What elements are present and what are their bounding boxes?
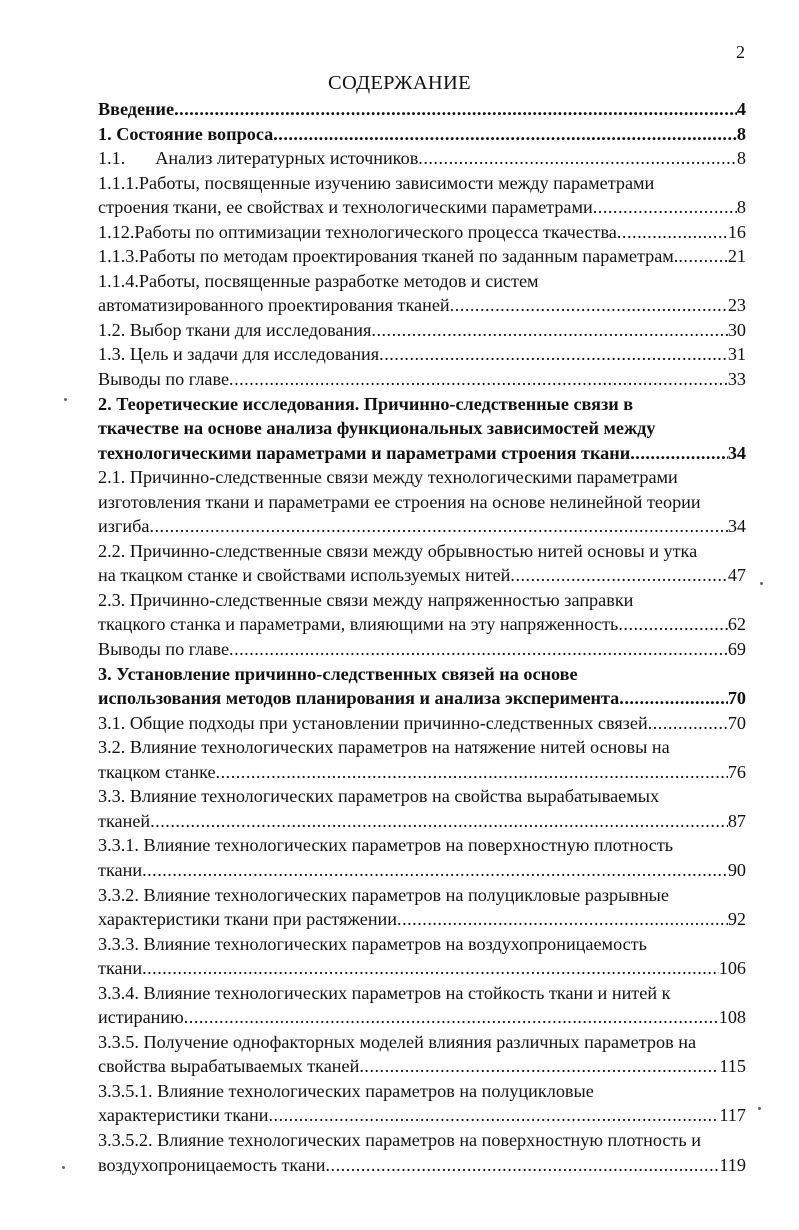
toc-entry-line (98, 932, 748, 957)
toc-entry-text: свойства вырабатываемых тканей (98, 1056, 360, 1077)
toc-page-number: 8 (736, 123, 746, 144)
toc-entry-line (98, 342, 748, 367)
toc-page-number: 21 (727, 246, 746, 267)
toc-entry-text: 3.3.5. Получение однофакторных моделей влияния различных параметров на (98, 1031, 697, 1052)
dot-leader (617, 220, 728, 245)
toc-page-number: 87 (727, 810, 746, 831)
toc-entry-text: 2. Теоретические исследования. Причинно-следственные связи в (98, 393, 634, 414)
toc-entry-text: 1.12.Работы по оптимизации технологического процесса ткачества (98, 221, 617, 242)
toc-entry-line (98, 514, 748, 539)
toc-entry-line (98, 293, 748, 318)
toc-page-number: 106 (718, 958, 746, 979)
scan-speck (62, 1166, 65, 1169)
toc-entry-text: 1.1.3.Работы по методам проектирования тканей по заданным параметрам. (98, 246, 679, 267)
toc-entry-text: строения ткани, ее свойствах и технологическими параметрами (98, 197, 593, 218)
toc-page-number: 34 (727, 516, 746, 537)
dot-leader (593, 195, 737, 220)
page-title: СОДЕРЖАНИЕ (328, 72, 471, 94)
toc-entry-line (98, 539, 748, 564)
toc-page-number: 70 (727, 688, 746, 709)
toc-page-number: 8 (736, 197, 746, 218)
toc-entry-line (98, 637, 748, 662)
dot-leader (149, 514, 727, 539)
toc-entry-text: 1.3. Цель и задачи для исследования (98, 344, 380, 365)
toc-entry-line (98, 244, 748, 269)
toc-page-number: 76 (727, 761, 746, 782)
toc-entry-text: 2.2. Причинно-следственные связи между обрывностью нитей основы и утка (98, 540, 698, 561)
dot-leader (229, 637, 728, 662)
dot-leader (618, 612, 727, 637)
toc-page-number: 16 (727, 221, 746, 242)
toc-entry-line (98, 441, 748, 466)
toc-entry-text: автоматизированного проектирования тканей (98, 295, 450, 316)
dot-leader (359, 1054, 719, 1079)
toc-entry-text: использования методов планирования и анализа эксперимента (98, 688, 620, 709)
toc-page-number: 30 (727, 319, 746, 340)
toc-entry-text: изготовления ткани и параметрами ее строения на основе нелинейной теории (98, 491, 701, 512)
table-of-contents (98, 97, 748, 1177)
toc-page-number: 119 (719, 1154, 746, 1175)
toc-entry-line (98, 269, 748, 294)
dot-leader (418, 146, 737, 171)
toc-entry-line (98, 146, 748, 171)
dot-leader (450, 293, 728, 318)
toc-entry-line (98, 833, 748, 858)
toc-page-number: 33 (727, 369, 746, 390)
toc-entry-line (98, 662, 748, 687)
toc-entry-line (98, 1128, 748, 1153)
toc-page-number: 90 (727, 859, 746, 880)
toc-entry-title: Анализ литературных источников (155, 148, 419, 169)
dot-leader (619, 686, 728, 711)
toc-entry-line (98, 1054, 748, 1079)
dot-leader (379, 342, 728, 367)
toc-entry-text: 2.1. Причинно-следственные связи между технологическими параметрами (98, 467, 678, 488)
toc-entry-text: 2.3. Причинно-следственные связи между напряженностью заправки (98, 589, 634, 610)
toc-entry-text: ткани (98, 859, 143, 880)
toc-entry-line (98, 1005, 748, 1030)
toc-entry-line (98, 465, 748, 490)
scan-speck (758, 1107, 761, 1110)
scan-speck (760, 582, 763, 585)
toc-page-number: 108 (718, 1007, 746, 1028)
toc-entry-line (98, 588, 748, 613)
toc-entry-line (98, 416, 748, 441)
dot-leader (678, 244, 727, 269)
toc-entry-line (98, 956, 748, 981)
toc-entry-line (98, 1079, 748, 1104)
toc-entry-text: Выводы по главе (98, 639, 230, 660)
toc-entry-text: характеристики ткани при растяжении (98, 909, 398, 930)
toc-entry-text: ткани (98, 958, 143, 979)
dot-leader (150, 809, 728, 834)
toc-entry-text: воздухопроницаемость ткани (98, 1154, 326, 1175)
toc-entry-text: тканей (98, 810, 151, 831)
toc-entry-text: 1.2. Выбор ткани для исследования (98, 319, 372, 340)
toc-entry-text: 3.3.3. Влияние технологических параметров на воздухопроницаемость (98, 933, 647, 954)
toc-entry-text: истиранию (98, 1007, 184, 1028)
toc-entry-line (98, 809, 748, 834)
toc-entry-text (98, 146, 418, 171)
toc-entry-line (98, 735, 748, 760)
toc-entry-text: 3.3.2. Влияние технологических параметров на полуцикловые разрывные (98, 884, 669, 905)
dot-leader (142, 858, 728, 883)
dot-leader (371, 318, 727, 343)
toc-entry-line (98, 490, 748, 515)
scan-speck (64, 398, 67, 401)
toc-page-number: 47 (727, 565, 746, 586)
toc-entry-line (98, 1103, 748, 1128)
toc-entry-text: 1.1.4.Работы, посвященные разработке методов и систем (98, 270, 539, 291)
toc-entry-text: 3.3.4. Влияние технологических параметров на стойкость ткани и нитей к (98, 982, 671, 1003)
dot-leader (142, 956, 719, 981)
dot-leader (174, 97, 737, 122)
toc-entry-line (98, 883, 748, 908)
toc-entry-line (98, 858, 748, 883)
toc-page-number: 34 (727, 442, 746, 463)
toc-entry-line (98, 367, 748, 392)
toc-entry-text: 3.2. Влияние технологических параметров на натяжение нитей основы на (98, 737, 670, 758)
toc-entry-line (98, 686, 748, 711)
toc-page-number: 23 (727, 295, 746, 316)
toc-entry-line (98, 195, 748, 220)
page-number: 2 (736, 42, 745, 62)
toc-entry-line (98, 784, 748, 809)
toc-entry-line (98, 122, 748, 147)
toc-entry-line (98, 392, 748, 417)
toc-entry-line (98, 220, 748, 245)
toc-entry-text: ткацком станке (98, 761, 216, 782)
toc-page-number: 117 (719, 1105, 746, 1126)
toc-entry-line (98, 981, 748, 1006)
toc-entry-line (98, 1030, 748, 1055)
dot-leader (268, 1103, 719, 1128)
toc-entry-text: ткацкого станка и параметрами, влияющими на эту напряженность (98, 614, 619, 635)
dot-leader (630, 441, 728, 466)
dot-leader (273, 122, 737, 147)
toc-entry-line (98, 711, 748, 736)
dot-leader (184, 1005, 719, 1030)
toc-entry-text: 3.3.1. Влияние технологических параметров на поверхностную плотность (98, 835, 674, 856)
toc-page-number: 31 (727, 344, 746, 365)
dot-leader (648, 711, 728, 736)
toc-entry-text: на ткацком станке и свойствами используемых нитей (98, 565, 511, 586)
toc-entry-line (98, 563, 748, 588)
toc-entry-text: 3.3.5.2. Влияние технологических параметров на поверхностную плотность и (98, 1129, 701, 1150)
toc-page-number: 70 (727, 712, 746, 733)
toc-entry-number: 1.1. (98, 148, 126, 169)
toc-entry-text: ткачестве на основе анализа функциональных зависимостей между (98, 418, 656, 439)
toc-entry-text: изгиба (98, 516, 150, 537)
toc-entry-line (98, 907, 748, 932)
toc-page-number: 69 (727, 639, 746, 660)
toc-entry-text: 3.3.5.1. Влияние технологических параметров на полуцикловые (98, 1080, 594, 1101)
toc-entry-text: технологическими параметрами и параметрами строения ткани (98, 442, 631, 463)
toc-page-number: 8 (736, 148, 746, 169)
toc-entry-line (98, 318, 748, 343)
toc-entry-text: 1.1.1.Работы, посвященные изучению зависимости между параметрами (98, 172, 655, 193)
dot-leader (229, 367, 728, 392)
toc-entry-line (98, 1153, 748, 1178)
toc-page-number: 92 (727, 909, 746, 930)
toc-entry-line (98, 97, 748, 122)
toc-entry-text: характеристики ткани (98, 1105, 269, 1126)
toc-entry-line (98, 612, 748, 637)
dot-leader (510, 563, 727, 588)
toc-entry-text: 3. Установление причинно-следственных связей на основе (98, 663, 578, 684)
toc-entry-text: Введение (98, 99, 175, 119)
toc-entry-text: Выводы по главе (98, 369, 230, 390)
toc-page-number: 4 (736, 99, 746, 119)
toc-entry-text: 3.3. Влияние технологических параметров на свойства вырабатываемых (98, 786, 660, 807)
dot-leader (326, 1153, 720, 1178)
toc-entry-text: 1. Состояние вопроса (98, 123, 274, 144)
toc-entry-line (98, 760, 748, 785)
toc-page-number: 115 (719, 1056, 746, 1077)
toc-entry-text: 3.1. Общие подходы при установлении причинно-следственных связей (98, 712, 648, 733)
dot-leader (397, 907, 728, 932)
dot-leader (216, 760, 728, 785)
toc-page-number: 62 (727, 614, 746, 635)
toc-entry-line (98, 171, 748, 196)
